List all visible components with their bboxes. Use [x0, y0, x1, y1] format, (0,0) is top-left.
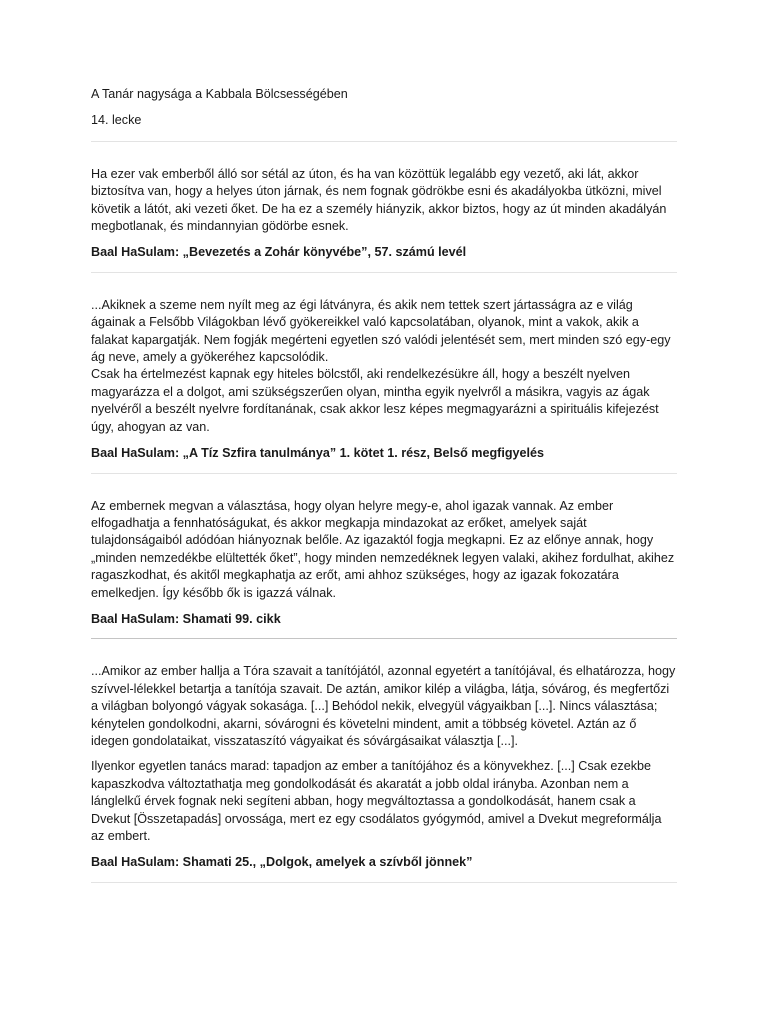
document-title: A Tanár nagysága a Kabbala Bölcsességében: [91, 87, 348, 101]
quote-section-4: [91, 639, 677, 871]
quote-section-1: [91, 142, 677, 262]
quote-source: Baal HaSulam: „A Tíz Szfira tanulmánya” 1. kötet 1. rész, Belső megfigyelés: [91, 446, 545, 461]
quote-source: Baal HaSulam: Shamati 25., „Dolgok, amelyek a szívből jönnek”: [91, 855, 473, 870]
quote-paragraph: ...Amikor az ember hallja a Tóra szavait a tanítójától, azonnal egyetért a tanítójával, és elhatározza, hogy szívvel-lélekkel betartja a tanítója szavait. De aztán, amikor kilép a világba, látja, sóvárog, és megfertőzi a világban bolyongó vágyak sokasága. [...] Behódol nekik, elvegyül vágyaikban [...]. Nincs választása; kénytelen gondolkodni, akarni, sóvárogni és követelni mindent, amit a többség követel. Aztán az ő idegen gondolataikat, visszataszító vágyaikat és sóvárgásaikat választja [...].: [91, 664, 676, 748]
divider: [91, 882, 677, 883]
quote-source: Baal HaSulam: Shamati 99. cikk: [91, 611, 281, 626]
quote-section-2: [91, 273, 677, 463]
quote-paragraph: Az embernek megvan a választása, hogy olyan helyre megy-e, ahol igazak vannak. Az ember elfogadhatja a fennhatóságukat, és akkor megkapja mindazokat az erőket, amelyek saját tulajdonságaiból adódóan hiányoznak belőle. Az igazaktól fogja megkapni. Ez az előnye annak, hogy „minden nemzedékbe elültették őket”, hogy minden nemzedéknek legyen valaki, akihez fordulhat, akihez ragaszkodhat, és akitől megkaphatja az erőt, ami ahhoz szükséges, hogy az igazak fokozatára emelkedjen. Így később ők is igazzá válnak.: [91, 498, 675, 600]
quote-source: Baal HaSulam: „Bevezetés a Zohár könyvébe”, 57. számú levél: [91, 245, 467, 260]
quote-paragraph: Ha ezer vak emberből álló sor sétál az úton, és ha van közöttük legalább egy vezető, aki lát, akkor biztosítva van, hogy a helyes úton járnak, és nem fognak gödrökbe esni és akadályokba ütközni, mivel követik a látót, aki vezeti őket. De ha ez a személy hiányzik, akkor biztos, hogy az út minden akadályán megbotlanak, és mindannyian gödörbe esnek.: [91, 166, 667, 234]
quote-section-3: [91, 474, 677, 629]
quote-paragraph: ...Akiknek a szeme nem nyílt meg az égi látványra, és akik nem tettek szert jártasságra az e világ ágainak a Felsőbb Világokban lévő gyökereikkel való kapcsolatában, olyanok, mint a vakok, akik a falakat kapargatják. Nem fogják megérteni egyetlen szó valódi jelentését sem, mert minden szó egy-egy ág neve, amely a gyökeréhez kapcsolódik. Csak ha értelmezést kapnak egy hiteles bölcstől, aki rendelkezésükre áll, hogy a beszélt nyelven magyarázza el a dolgot, ami szükségszerűen olyan, mintha egyik nyelvről a másikra, vagyis az ágak nyelvéről a beszélt nyelvre fordítanának, csak akkor lesz képes megmagyarázni a spirituális kifejezést úgy, ahogyan az van.: [91, 297, 671, 434]
quote-paragraph: Ilyenkor egyetlen tanács marad: tapadjon az ember a tanítójához és a könyvekhez. [...] Csak ezekbe kapaszkodva változtathatja meg gondolkodását és akaratát a jobb oldal irányba. Azonban nem a lánglelkű érvek fognak neki segíteni abban, hogy megváltoztassa a gondolkodását, hanem csak a Dvekut [Összetapadás] orvossága, mert ez egy csodálatos gyógymód, amivel a Dvekut megreformálja az embert.: [91, 759, 662, 843]
lesson-number: 14. lecke: [91, 113, 142, 128]
document-content: [91, 86, 677, 883]
